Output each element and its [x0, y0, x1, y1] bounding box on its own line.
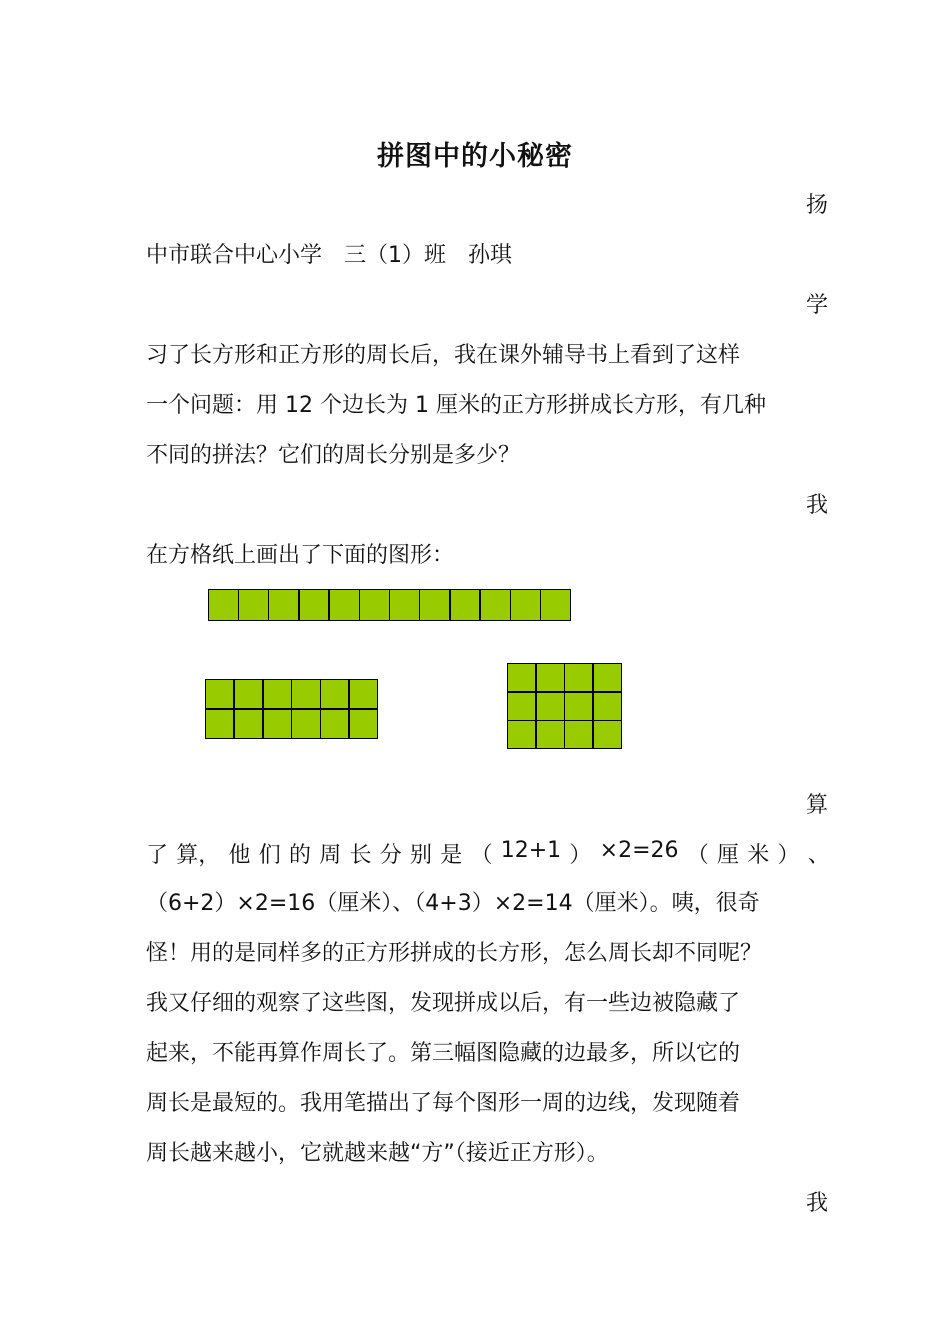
justified-token: 是 [440, 843, 463, 868]
unit-square [235, 710, 262, 738]
justified-token: 厘 [717, 843, 740, 868]
paragraph-2-first-char: 学 [806, 293, 829, 318]
unit-square [209, 590, 238, 620]
unit-square [360, 590, 389, 620]
unit-square [350, 710, 377, 738]
unit-square [508, 721, 535, 748]
unit-square [537, 693, 564, 720]
paragraph-3-line: 在方格纸上画出了下面的图形： [146, 543, 455, 568]
page-title: 拼图中的小秘密 [377, 141, 573, 172]
unit-square [264, 680, 291, 708]
unit-square [537, 664, 564, 691]
justified-token: 的 [289, 843, 312, 868]
unit-square [420, 590, 449, 620]
unit-square [451, 590, 480, 620]
paragraph-1-first-char: 扬 [806, 193, 829, 218]
unit-square [511, 590, 540, 620]
justified-token: （ [686, 843, 709, 868]
unit-square [508, 693, 535, 720]
unit-square [321, 710, 348, 738]
paragraph-4-line: 起来，不能再算作周长了。第三幅图隐藏的边最多，所以它的 [146, 1041, 741, 1066]
unit-square [565, 693, 592, 720]
justified-token: 了 [146, 843, 169, 868]
paragraph-2-line: 一个问题：用 12 个边长为 1 厘米的正方形拼成长方形，有几种 [146, 393, 766, 418]
justified-token: 周 [319, 843, 342, 868]
justified-token: ） [569, 843, 592, 868]
justified-token: 12+1 [500, 838, 562, 863]
unit-square [537, 721, 564, 748]
paragraph-4-line: 周长越来越小，它就越来越“方”（接近正方形）。 [146, 1141, 609, 1166]
unit-square [594, 693, 621, 720]
justified-token: 米 [747, 843, 770, 868]
justified-token: 分 [379, 843, 402, 868]
unit-square [300, 590, 329, 620]
unit-square [508, 664, 535, 691]
unit-square [330, 590, 359, 620]
paragraph-2-line: 习了长方形和正方形的周长后，我在课外辅导书上看到了这样 [146, 343, 741, 368]
paragraph-3-first-char: 我 [806, 493, 829, 518]
unit-square [565, 664, 592, 691]
justified-token: ） [777, 843, 800, 868]
byline: 中市联合中心小学 三（1）班 孙琪 [146, 243, 512, 268]
unit-square [594, 664, 621, 691]
unit-square [565, 721, 592, 748]
unit-square [206, 710, 233, 738]
justified-token: （ [470, 843, 493, 868]
unit-square [206, 680, 233, 708]
paragraph-4-justified-line [146, 838, 830, 869]
justified-token: 长 [349, 843, 372, 868]
justified-token: 们 [258, 843, 281, 868]
paragraph-5-first-char: 我 [806, 1191, 829, 1216]
unit-square [264, 710, 291, 738]
unit-square [350, 680, 377, 708]
unit-square [292, 710, 319, 738]
justified-token: ×2=26 [599, 838, 679, 863]
paragraph-4-line: 我又仔细的观察了这些图，发现拼成以后，有一些边被隐藏了 [146, 991, 741, 1016]
unit-square [269, 590, 298, 620]
unit-square [541, 590, 570, 620]
unit-square [390, 590, 419, 620]
paragraph-2-line: 不同的拼法？它们的周长分别是多少？ [146, 443, 521, 468]
unit-square [321, 680, 348, 708]
paragraph-4-line: 周长是最短的。我用笔描出了每个图形一周的边线，发现随着 [146, 1091, 741, 1116]
justified-token: 别 [410, 843, 433, 868]
justified-token: 算， [176, 843, 221, 868]
unit-square [292, 680, 319, 708]
unit-square [481, 590, 510, 620]
unit-square [235, 680, 262, 708]
rectangle-4x3 [507, 663, 622, 749]
paragraph-4-first-char: 算 [806, 793, 829, 818]
rectangle-12x1 [208, 589, 571, 621]
unit-square [594, 721, 621, 748]
rectangle-6x2 [205, 679, 378, 739]
paragraph-4-line: 怪！用的是同样多的正方形拼成的长方形，怎么周长却不同呢？ [146, 941, 763, 966]
justified-token: 、 [807, 843, 830, 868]
justified-token: 他 [228, 843, 251, 868]
unit-square [239, 590, 268, 620]
paragraph-4-line: （6+2）×2=16（厘米）、（4+3）×2=14（厘米）。咦，很奇 [146, 891, 760, 916]
